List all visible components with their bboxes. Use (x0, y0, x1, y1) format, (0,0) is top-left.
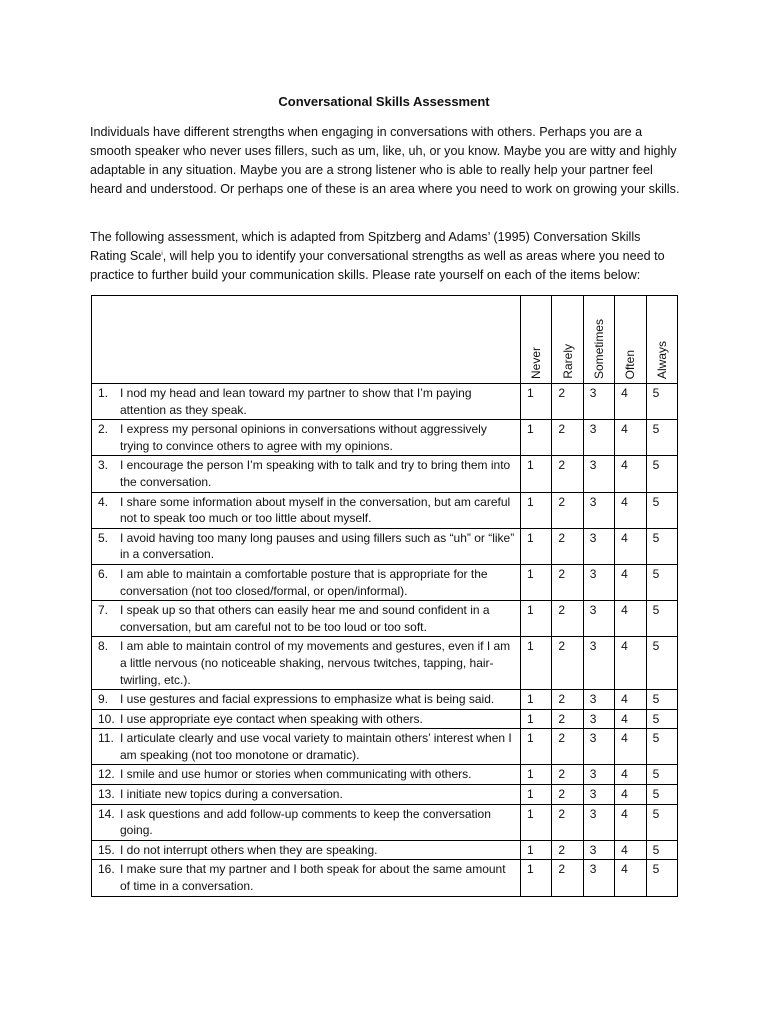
item-text: I express my personal opinions in conversations without aggressively trying to convince others to agree with my opinions. (120, 422, 487, 453)
item-text: I avoid having too many long pauses and using fillers such as “uh” or “like” in a conversation. (120, 530, 515, 562)
rating-option-often[interactable]: 4 (615, 601, 646, 637)
rating-option-always[interactable]: 5 (646, 709, 677, 729)
item-number: 4. (98, 494, 109, 509)
item-number: 9. (98, 692, 109, 707)
item-text: I ask questions and add follow-up comments to keep the conversation going. (120, 806, 491, 838)
item-text: I share some information about myself in the conversation, but am careful not to speak too much or too little about myself. (120, 494, 511, 526)
rating-option-never[interactable]: 1 (521, 840, 552, 860)
rating-option-sometimes[interactable]: 3 (583, 709, 614, 729)
header-sometimes (583, 296, 614, 384)
rating-option-often[interactable]: 4 (615, 384, 646, 420)
table-row (92, 492, 678, 528)
rating-option-often[interactable]: 4 (615, 709, 646, 729)
rating-option-rarely[interactable]: 2 (552, 601, 583, 637)
rating-option-rarely[interactable]: 2 (552, 840, 583, 860)
item-cell (92, 637, 521, 690)
item-cell (92, 840, 521, 860)
rating-option-always[interactable]: 5 (646, 601, 677, 637)
rating-option-always[interactable]: 5 (646, 690, 677, 710)
rating-option-always[interactable]: 5 (646, 804, 677, 840)
rating-option-never[interactable]: 1 (521, 384, 552, 420)
rating-option-never[interactable]: 1 (521, 804, 552, 840)
item-number: 2. (98, 422, 109, 437)
table-row (92, 637, 678, 690)
item-number: 13. (98, 787, 115, 802)
rating-option-sometimes[interactable]: 3 (583, 528, 614, 564)
item-number: 12. (98, 767, 115, 782)
rating-option-often[interactable]: 4 (615, 785, 646, 805)
table-row (92, 384, 678, 420)
rating-option-always[interactable]: 5 (646, 637, 677, 690)
item-number: 6. (98, 566, 109, 581)
item-text: I do not interrupt others when they are speaking. (120, 842, 378, 857)
header-rarely (552, 296, 583, 384)
item-text: I smile and use humor or stories when communicating with others. (120, 767, 472, 782)
rating-option-always[interactable]: 5 (646, 765, 677, 785)
rating-option-always[interactable]: 5 (646, 729, 677, 765)
rating-option-often[interactable]: 4 (615, 492, 646, 528)
item-text: I am able to maintain a comfortable posture that is appropriate for the conversation (not too closed/formal, or open/informal). (120, 566, 488, 598)
item-cell (92, 765, 521, 785)
rating-option-never[interactable]: 1 (521, 601, 552, 637)
rating-option-always[interactable]: 5 (646, 785, 677, 805)
item-cell (92, 690, 521, 710)
rating-option-always[interactable]: 5 (646, 456, 677, 492)
header-always (646, 296, 677, 384)
item-text: I make sure that my partner and I both speak for about the same amount of time in a conversation. (120, 862, 506, 894)
rating-option-sometimes[interactable]: 3 (583, 420, 614, 456)
instructions-text-part1: The following assessment, which is adapted from Spitzberg and Adams’ (1995) Conversation Skills Rating Scale (90, 230, 641, 263)
rating-option-never[interactable]: 1 (521, 709, 552, 729)
rating-option-sometimes[interactable]: 3 (583, 384, 614, 420)
item-number: 8. (98, 639, 109, 654)
table-row (92, 765, 678, 785)
rating-option-never[interactable]: 1 (521, 492, 552, 528)
table-body (92, 384, 678, 897)
item-cell (92, 709, 521, 729)
rating-option-often[interactable]: 4 (615, 804, 646, 840)
item-number: 1. (98, 386, 109, 400)
table-row (92, 709, 678, 729)
rating-option-rarely[interactable]: 2 (552, 690, 583, 710)
intro-paragraph: Individuals have different strengths when engaging in conversations with others. Perhaps you are a smooth speaker who never uses fillers, such as um, like, uh, or you know. Maybe you are witty and highly adaptable in any situation. Maybe you are a strong listener who is able to really help your partner feel heard and understood. Or perhaps one of these is an area where you need to work on growing your skills. (90, 125, 680, 196)
table-row (92, 690, 678, 710)
blank-header-cell (92, 296, 521, 384)
rating-option-rarely[interactable]: 2 (552, 637, 583, 690)
instructions-text-part2: , will help you to identify your conversational strengths as well as areas where you need to practice to further build your communication skills. Please rate yourself on each of the items below: (90, 249, 665, 282)
rating-option-rarely[interactable]: 2 (552, 804, 583, 840)
rating-option-rarely[interactable]: 2 (552, 729, 583, 765)
rating-option-rarely[interactable]: 2 (552, 492, 583, 528)
rating-option-always[interactable]: 5 (646, 420, 677, 456)
rating-option-always[interactable]: 5 (646, 528, 677, 564)
item-number: 15. (98, 842, 115, 857)
rating-option-rarely[interactable]: 2 (552, 785, 583, 805)
table-row (92, 564, 678, 600)
rating-option-sometimes[interactable]: 3 (583, 785, 614, 805)
page-title: Conversational Skills Assessment (278, 94, 490, 109)
table-row (92, 729, 678, 765)
item-number: 11. (98, 731, 114, 746)
item-text: I use gestures and facial expressions to emphasize what is being said. (120, 692, 495, 707)
rating-option-sometimes[interactable]: 3 (583, 729, 614, 765)
item-text: I nod my head and lean toward my partner to show that I’m paying attention as they speak. (120, 386, 472, 417)
rating-option-sometimes[interactable]: 3 (583, 804, 614, 840)
rating-option-rarely[interactable]: 2 (552, 384, 583, 420)
table-row (92, 785, 678, 805)
rating-option-often[interactable]: 4 (615, 420, 646, 456)
rating-option-rarely[interactable]: 2 (552, 765, 583, 785)
item-text: I am able to maintain control of my movements and gestures, even if I am a little nervous (no noticeable shaking, nervous twitches, tapping, hair-twirling, etc.). (120, 639, 511, 687)
rating-option-often[interactable]: 4 (615, 564, 646, 600)
item-cell (92, 456, 521, 492)
table-row (92, 860, 678, 896)
instructions-paragraph (90, 228, 680, 285)
rating-option-never[interactable]: 1 (521, 785, 552, 805)
rating-option-sometimes[interactable]: 3 (583, 601, 614, 637)
rating-option-rarely[interactable]: 2 (552, 456, 583, 492)
rating-option-rarely[interactable]: 2 (552, 860, 583, 896)
item-number: 10. (98, 711, 115, 726)
table-row (92, 528, 678, 564)
item-cell (92, 601, 521, 637)
rating-option-sometimes[interactable]: 3 (583, 637, 614, 690)
header-often (615, 296, 646, 384)
rating-option-always[interactable]: 5 (646, 840, 677, 860)
rating-option-never[interactable]: 1 (521, 456, 552, 492)
rating-option-never[interactable]: 1 (521, 420, 552, 456)
header-sometimes-label: Sometimes (591, 318, 606, 379)
table-header-row (92, 296, 678, 384)
header-never (521, 296, 552, 384)
item-text: I speak up so that others can easily hear me and sound confident in a conversation, but am careful not to be too loud or too soft. (120, 603, 490, 634)
footnote-marker: i (161, 250, 163, 257)
item-text: I encourage the person I’m speaking with to talk and try to bring them into the conversation. (120, 458, 511, 489)
rating-option-sometimes[interactable]: 3 (583, 840, 614, 860)
header-often-label: Often (623, 349, 638, 379)
item-number: 7. (98, 603, 109, 618)
item-number: 5. (98, 530, 109, 545)
table-row (92, 804, 678, 840)
rating-option-often[interactable]: 4 (615, 765, 646, 785)
item-cell (92, 564, 521, 600)
rating-option-never[interactable]: 1 (521, 564, 552, 600)
rating-option-never[interactable]: 1 (521, 528, 552, 564)
rating-option-always[interactable]: 5 (646, 492, 677, 528)
header-always-label: Always (654, 340, 669, 379)
rating-option-often[interactable]: 4 (615, 729, 646, 765)
rating-option-often[interactable]: 4 (615, 840, 646, 860)
rating-option-never[interactable]: 1 (521, 690, 552, 710)
assessment-table (91, 295, 678, 897)
rating-option-never[interactable]: 1 (521, 765, 552, 785)
item-cell (92, 860, 521, 896)
header-never-label: Never (529, 346, 544, 379)
rating-option-never[interactable]: 1 (521, 729, 552, 765)
table-row (92, 601, 678, 637)
table-row (92, 456, 678, 492)
table-row (92, 420, 678, 456)
rating-option-always[interactable]: 5 (646, 860, 677, 896)
rating-option-sometimes[interactable]: 3 (583, 690, 614, 710)
item-number: 3. (98, 458, 109, 473)
item-text: I use appropriate eye contact when speaking with others. (120, 711, 423, 726)
item-text: I articulate clearly and use vocal variety to maintain others’ interest when I am speaking (not too monotone or dramatic). (120, 731, 512, 762)
rating-option-rarely[interactable]: 2 (552, 709, 583, 729)
rating-option-never[interactable]: 1 (521, 860, 552, 896)
item-cell (92, 804, 521, 840)
rating-option-sometimes[interactable]: 3 (583, 564, 614, 600)
rating-option-never[interactable]: 1 (521, 637, 552, 690)
rating-option-always[interactable]: 5 (646, 384, 677, 420)
rating-option-often[interactable]: 4 (615, 528, 646, 564)
rating-option-always[interactable]: 5 (646, 564, 677, 600)
item-number: 14. (98, 806, 115, 821)
rating-option-rarely[interactable]: 2 (552, 528, 583, 564)
rating-option-sometimes[interactable]: 3 (583, 765, 614, 785)
table-row (92, 840, 678, 860)
item-cell (92, 785, 521, 805)
item-text: I initiate new topics during a conversation. (120, 787, 343, 802)
item-cell (92, 384, 521, 420)
item-number: 16. (98, 862, 115, 877)
header-rarely-label: Rarely (560, 344, 575, 379)
rating-option-rarely[interactable]: 2 (552, 420, 583, 456)
item-cell (92, 420, 521, 456)
rating-option-often[interactable]: 4 (615, 637, 646, 690)
rating-option-often[interactable]: 4 (615, 456, 646, 492)
rating-option-sometimes[interactable]: 3 (583, 860, 614, 896)
item-cell (92, 492, 521, 528)
rating-option-sometimes[interactable]: 3 (583, 456, 614, 492)
rating-option-sometimes[interactable]: 3 (583, 492, 614, 528)
rating-option-often[interactable]: 4 (615, 690, 646, 710)
rating-option-rarely[interactable]: 2 (552, 564, 583, 600)
item-cell (92, 729, 521, 765)
rating-option-often[interactable]: 4 (615, 860, 646, 896)
item-cell (92, 528, 521, 564)
